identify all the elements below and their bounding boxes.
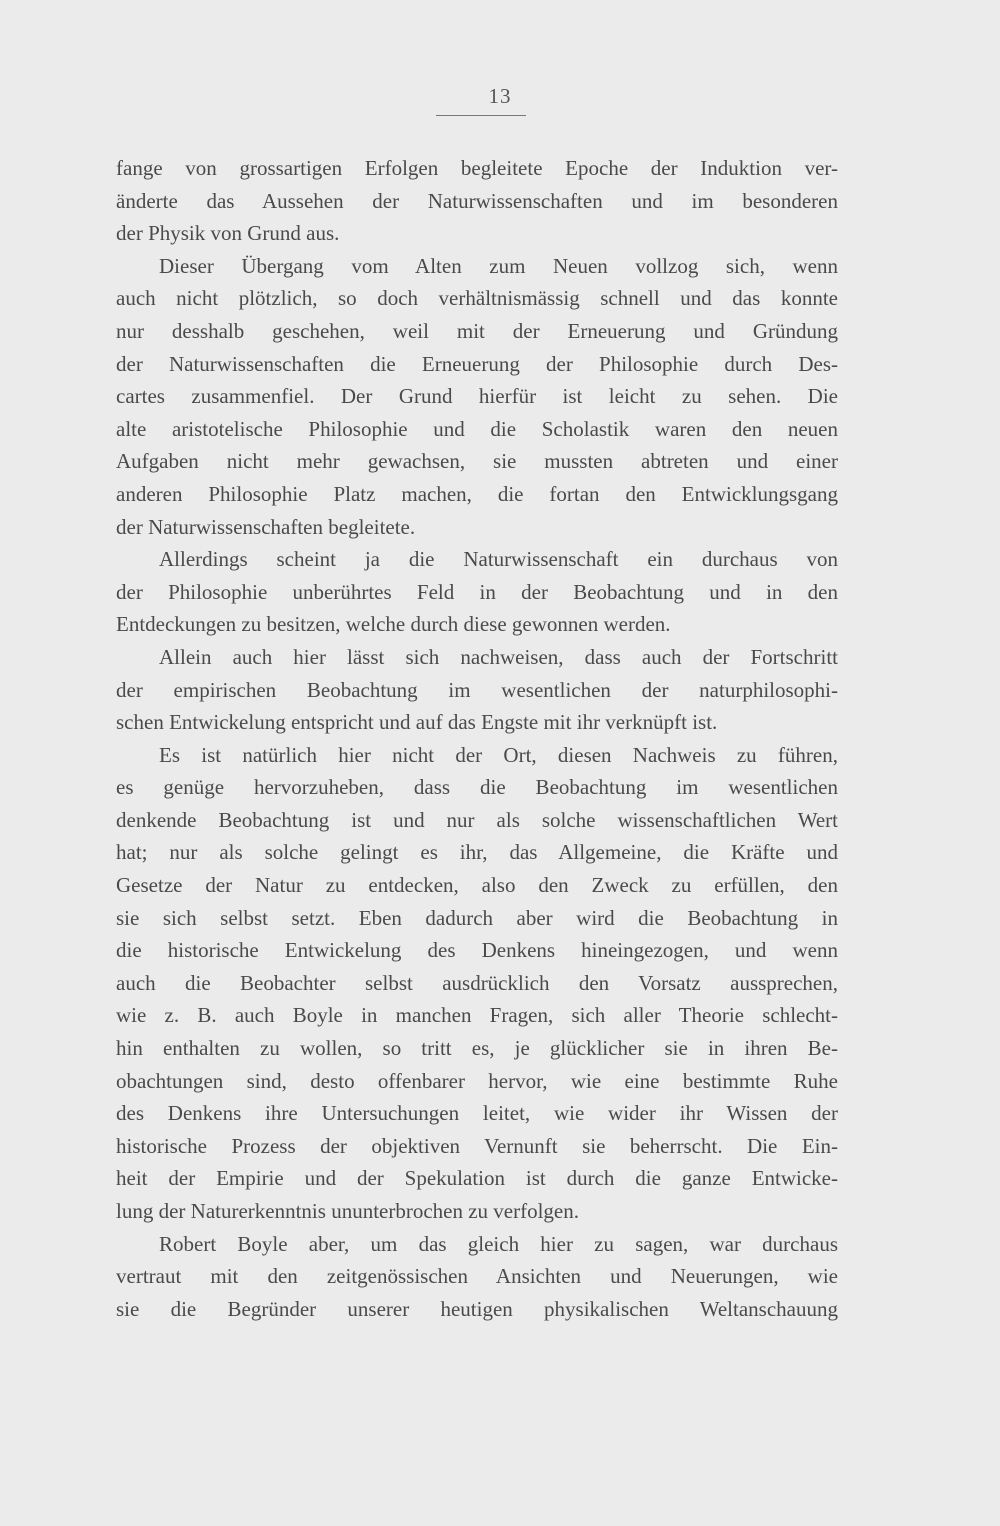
header-rule xyxy=(436,115,526,116)
text-line: der Naturwissenschaften die Erneuerung der Philosophie durch Des- xyxy=(116,351,838,376)
page-number: 13 xyxy=(488,84,512,108)
text-line: denkende Beobachtung ist und nur als solche wissenschaftlichen Wert xyxy=(116,807,838,832)
text-line: des Denkens ihre Untersuchungen leitet, wie wider ihr Wissen der xyxy=(116,1101,838,1126)
text-line: nur desshalb geschehen, weil mit der Erneuerung und Gründung xyxy=(116,318,838,343)
text-line: heit der Empirie und der Spekulation ist durch die ganze Entwicke- xyxy=(116,1166,838,1191)
text-line: wie z. B. auch Boyle in manchen Fragen, sich aller Theorie schlecht- xyxy=(116,1003,838,1028)
text-line: es genüge hervorzuheben, dass die Beobachtung im wesentlichen xyxy=(116,775,838,800)
text-line: historische Prozess der objektiven Vernunft sie beherrscht. Die Ein- xyxy=(116,1133,838,1158)
text-line: der Naturwissenschaften begleitete. xyxy=(116,514,416,539)
text-line: Aufgaben nicht mehr gewachsen, sie mussten abtreten und einer xyxy=(116,449,838,474)
text-line: sie sich selbst setzt. Eben dadurch aber wird die Beobachtung in xyxy=(116,905,838,930)
text-line: änderte das Aussehen der Naturwissenschaften und im besonderen xyxy=(116,188,838,213)
text-line: der Philosophie unberührtes Feld in der Beobachtung und in den xyxy=(116,579,838,604)
text-line: fange von grossartigen Erfolgen begleitete Epoche der Induktion ver- xyxy=(116,156,838,180)
text-line: Dieser Übergang vom Alten zum Neuen vollzog sich, wenn xyxy=(159,253,838,278)
text-line: lung der Naturerkenntnis ununterbrochen zu verfolgen. xyxy=(116,1199,580,1223)
text-line: Allein auch hier lässt sich nachweisen, dass auch der Fortschritt xyxy=(159,644,838,669)
text-line: Es ist natürlich hier nicht der Ort, diesen Nachweis zu führen, xyxy=(159,742,838,767)
text-line: anderen Philosophie Platz machen, die fortan den Entwicklungsgang xyxy=(116,481,838,506)
text-line: alte aristotelische Philosophie und die Scholastik waren den neuen xyxy=(116,416,838,441)
text-line: Entdeckungen zu besitzen, welche durch diese gewonnen werden. xyxy=(116,612,671,637)
text-line: der Physik von Grund aus. xyxy=(116,221,340,246)
text-line: Gesetze der Natur zu entdecken, also den Zweck zu erfüllen, den xyxy=(116,873,838,898)
text-line: hat; nur als solche gelingt es ihr, das Allgemeine, die Kräfte und xyxy=(116,840,838,865)
text-line: auch nicht plötzlich, so doch verhältnismässig schnell und das konnte xyxy=(116,286,838,311)
text-line: schen Entwickelung entspricht und auf das Engste mit ihr verknüpft ist. xyxy=(116,710,718,735)
body-text xyxy=(116,152,838,1325)
text-line: cartes zusammenfiel. Der Grund hierfür ist leicht zu sehen. Die xyxy=(116,384,838,409)
text-line: obachtungen sind, desto offenbarer hervor, wie eine bestimmte Ruhe xyxy=(116,1068,838,1093)
text-line: Robert Boyle aber, um das gleich hier zu sagen, war durchaus xyxy=(159,1231,838,1256)
text-line: hin enthalten zu wollen, so tritt es, je glücklicher sie in ihren Be- xyxy=(116,1036,838,1061)
text-line: auch die Beobachter selbst ausdrücklich den Vorsatz aussprechen, xyxy=(116,970,838,995)
text-line: der empirischen Beobachtung im wesentlichen der naturphilosophi- xyxy=(116,677,838,702)
text-line: sie die Begründer unserer heutigen physikalischen Weltanschauung xyxy=(116,1296,838,1321)
text-line: Allerdings scheint ja die Naturwissenschaft ein durchaus von xyxy=(159,547,838,572)
text-line: die historische Entwickelung des Denkens hineingezogen, und wenn xyxy=(116,938,838,963)
text-line: vertraut mit den zeitgenössischen Ansichten und Neuerungen, wie xyxy=(116,1264,838,1289)
